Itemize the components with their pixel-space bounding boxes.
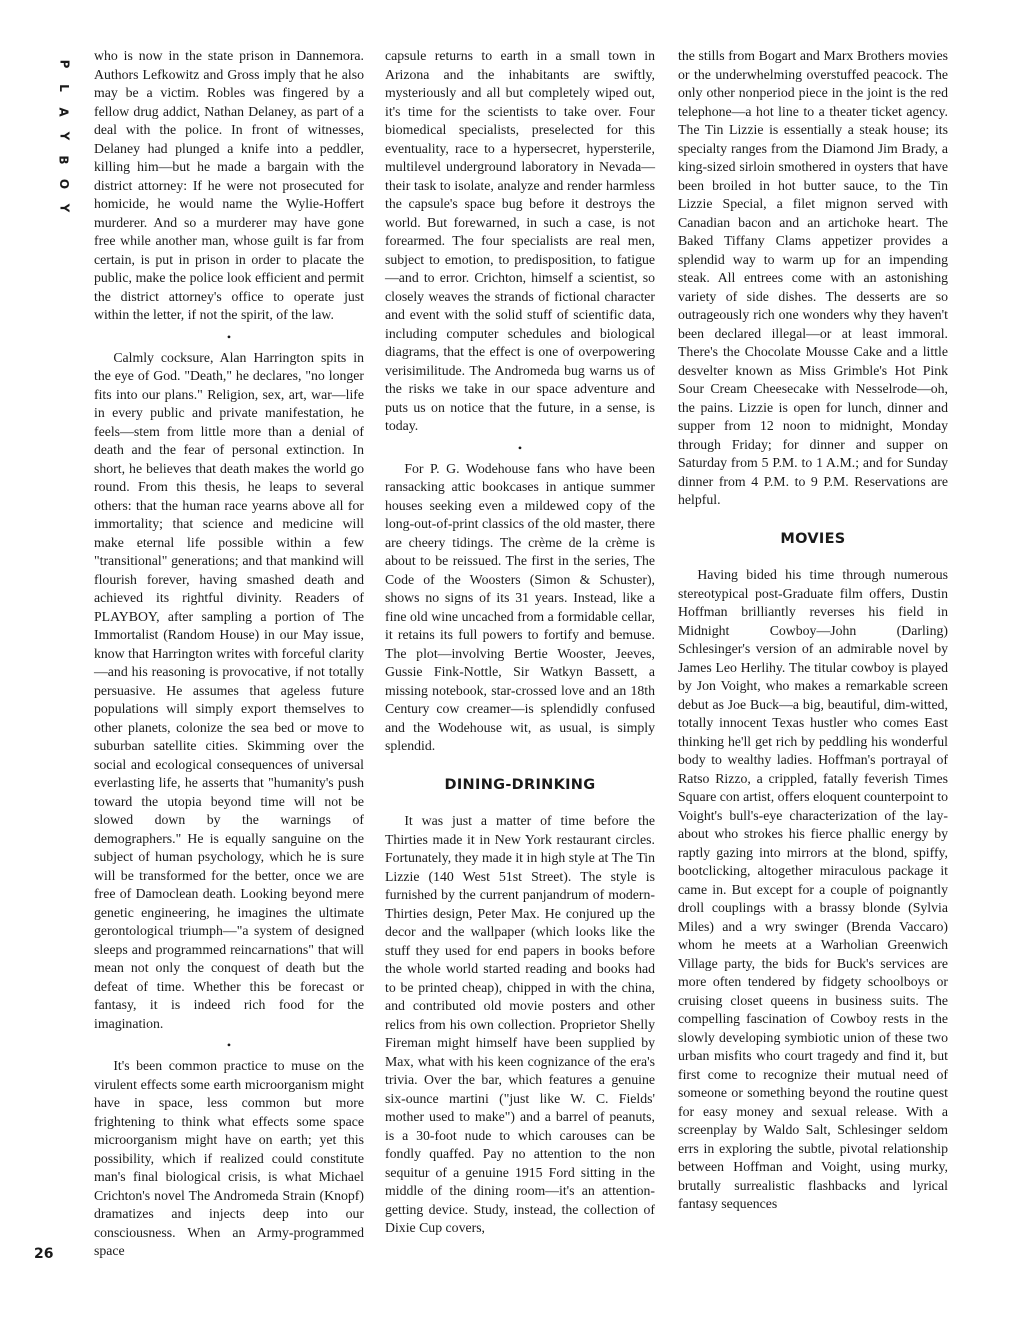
paragraph: capsule returns to earth in a small town in Arizona and the inhabitants are swiftly, mysteriously and all but completely wiped out, it's time for the scientists to take over. Four biomedical specialists, preselected for this eventuality, race to a hypersecret, hypersterile, multilevel underground laboratory in Nevada—their task to isolate, analyze and render harmless the capsule's space bug before it destroys the world. But forewarned, in such a case, is not forearmed. The four specialists are real men, subject to emotion, to predisposition, to fatigue—and to error. Crichton, himself a scientist, so closely weaves the strands of fictional character and event with the solid stuff of scientific data, including computer schedules and biological diagrams, that the effect is one of overpowering verisimilitude. The Andromeda bug warns us of the risks we take in our space adventure and puts us on notice that the future, in a sense, is today. [385, 48, 655, 433]
section-heading-dining-drinking: DINING-DRINKING [444, 776, 596, 793]
masthead-letter: A [56, 107, 71, 117]
masthead-letter: B [57, 155, 71, 165]
section-separator: • [226, 329, 232, 344]
paragraph: It was just a matter of time before the Thirties made it in New York restaurant circles. Fortunately, they made it in high style at The Tin Lizzie (140 West 51st Street). The style is furnished by the current panjandrum of modern-Thirties design, Peter Max. He conjured up the decor and the wallpaper (which looks like the stuff they used for end papers in books before the whole world started reading and books had to be printed cheap), chipped in with the china, and contributed old movie posters and other relics from his own collection. Proprietor Shelly Fireman might himself have been supplied by Max, what with his keen cognizance of the era's trivia. Over the bar, which features a genuine six-ounce martini ("just like W. C. Fields' mother used to make") and a barrel of peanuts, is a 30-foot nude to which carouses can be fondly quaffed. Pay no attention to the non sequitur of a genuine 1915 Ford sitting in the middle of the dining room—it's an attention-getting device. Study, instead, the collection of Dixie Cup covers, [385, 813, 655, 1235]
column-2 [385, 47, 655, 1238]
masthead-letter: L [57, 84, 71, 92]
masthead-letter: P [56, 59, 71, 69]
section-separator: • [517, 440, 523, 455]
masthead-vertical [52, 52, 76, 220]
masthead-letter: Y [56, 203, 71, 213]
paragraph: Having bided his time through numerous stereotypical post-Graduate film offers, Dustin Hoffman brilliantly reverses his field in Midnight Cowboy—John (Darling) Schlesinger's version of an admirable novel by James Leo Herlihy. The titular cowboy is played by Jon Voight, who makes a remarkable screen debut as Joe Buck—a big, beautiful, dim-witted, totally innocent Texas hustler who comes East thinking he'll get rich by peddling his wonderful body to wealthy ladies. Hoffman's portrayal of Ratso Rizzo, a crippled, fatally feverish Times Square con artist, offers eloquent counterpoint to Voight's bull's-eye characterization of the lay-about who strokes his fierce phallic energy by raptly gazing into mirrors at the blond, spiffy, bootclicking, altogether miraculous package it came in. But except for a couple of poignantly droll couplings with a brassy blonde (Sylvia Miles) and a wry swinger (Brenda Vaccaro) whom he meets at a Warholian Greenwich Village party, the bids for Buck's services are more often tendered by fidgety schoolboys or cruising closet queens in business suits. The compelling fascination of Cowboy rests in the slowly developing symbiotic union of these two urban misfits who court tragedy and find it, but first come to recognize their mutual need of someone or something beyond the routine quest for easy money and sexual release. With a screenplay by Waldo Salt, Schlesinger seldom errs in exploring the subtle, pivotal relationship between Hoffman and Voight, using murky, brutally surrealistic flashbacks and lyrical fantasy sequences [678, 567, 948, 1211]
paragraph: who is now in the state prison in Dannemora. Authors Lefkowitz and Gross imply that he also may be a victim. Robles was fingered by a fellow drug addict, Nathan Delaney, as part of a deal with the police. In front of witnesses, Delaney had plunged a knife into a peddler, killing him—but he made a bargain with the district attorney: If he were not prosecuted for homicide, he would name the Wylie-Hoffert murderer. And so a murderer may have gone free while another man, whose guilt is far from certain, is put in prison in order to placate the public, make the police look efficient and permit the district attorney's office to operate just within the letter, if not the spirit, of the law. [94, 48, 364, 322]
paragraph: It's been common practice to muse on the virulent effects some earth microorganism might have in space, less common but more frightening to think what effects some space microorganism might have on earth; yet this possibility, which if realized could constitute man's final biological crisis, is what Michael Crichton's novel The Andromeda Strain (Knopf) dramatizes and injects deep into our consciousness. When an Army-programmed space [94, 1058, 364, 1258]
paragraph: Calmly cocksure, Alan Harrington spits in the eye of God. "Death," he declares, "no longer fits into our plans." Religion, sex, art, war—life in every public and private manifestation, he feels—stem from little more than a denial of death and the fear of personal extinction. In short, he believes that death makes the world go round. From this thesis, he leaps to several others: that the human race yearns above all for immortality; that science and medicine will make eternal life possible within a few "transitional" generations; and that mankind will flourish forever, having smashed death and achieved its rightful divinity. Readers of PLAYBOY, after sampling a portion of The Immortalist (Random House) in our May issue, know that Harrington writes with forceful clarity—and his reasoning is provocative, if not totally persuasive. He assumes that ageless future populations will simply export themselves to other planets, colonize the sea bed or move to suburban satellite cities. Skimming over the social and ecological consequences of universal everlasting life, he asserts that "humanity's push toward the utopia beyond time will not be slowed down by the warnings of demographers." He is equally sanguine on the subject of human psychology, which he is sure will be transformed for the better, once we are free of Damoclean death. Looking beyond mere genetic engineering, he imagines the ultimate gerontological triumph—"a system of designed sleeps and programmed reincarnations" that will mean not only the conquest of death but the defeat of time. Whether this be forecast or fantasy, it is indeed rich food for the imagination. [94, 349, 364, 1031]
masthead-letter: O [56, 178, 71, 190]
section-heading-movies: MOVIES [780, 530, 846, 547]
page-number: 26 [34, 1246, 54, 1262]
masthead-letter: Y [56, 131, 71, 141]
section-separator: • [226, 1038, 232, 1052]
column-3 [678, 47, 948, 1214]
column-1 [94, 47, 364, 1261]
paragraph: For P. G. Wodehouse fans who have been ransacking attic bookcases in antique summer houses seeking even a mildewed copy of the long-out-of-print classics of the old master, there are cheery tidings. The crème de la crème is about to be reissued. The first in the series, The Code of the Woosters (Simon & Schuster), shows no signs of its 31 years. Instead, like a fine old wine uncached from a formidable cellar, it retains its full powers to fortify and bemuse. The plot—involving Bertie Wooster, Jeeves, Gussie Fink-Nottle, Sir Watkyn Bassett, a missing notebook, star-crossed love and an 18th Century cow creamer—is splendidly confused and the Wodehouse wit, as usual, is simply splendid. [385, 460, 655, 753]
paragraph: the stills from Bogart and Marx Brothers movies or the underwhelming overstuffed peacock. The only other nonperiod piece in the joint is the red telephone—a hot line to a theater ticket agency. The Tin Lizzie is essentially a steak house; its specialty ranges from the Diamond Jim Brady, a king-sized sirloin smothered in oysters that have been broiled in hot butter sauce, to the Tin Lizzie Special, a filet mignon served with Canadian bacon and an artichoke heart. The Baked Tiffany Clams appetizer provides a splendid way to warm up for an impending steak. All entrees come with an astonishing variety of side dishes. The desserts are so outrageously rich one wonders why they haven't been declared illegal—or at least immoral. There's the Chocolate Mousse Cake and a little desvelter known as Miss Grimble's Hot Pink Sour Cream Cheesecake with Nesselrode—oh, the pains. Lizzie is open for lunch, dinner and supper from 12 noon to midnight, Monday through Friday; for dinner and supper on Saturday from 5 P.M. to 1 A.M.; and for Sunday dinner from 4 P.M. to 9 P.M. Reservations are helpful. [678, 48, 948, 507]
